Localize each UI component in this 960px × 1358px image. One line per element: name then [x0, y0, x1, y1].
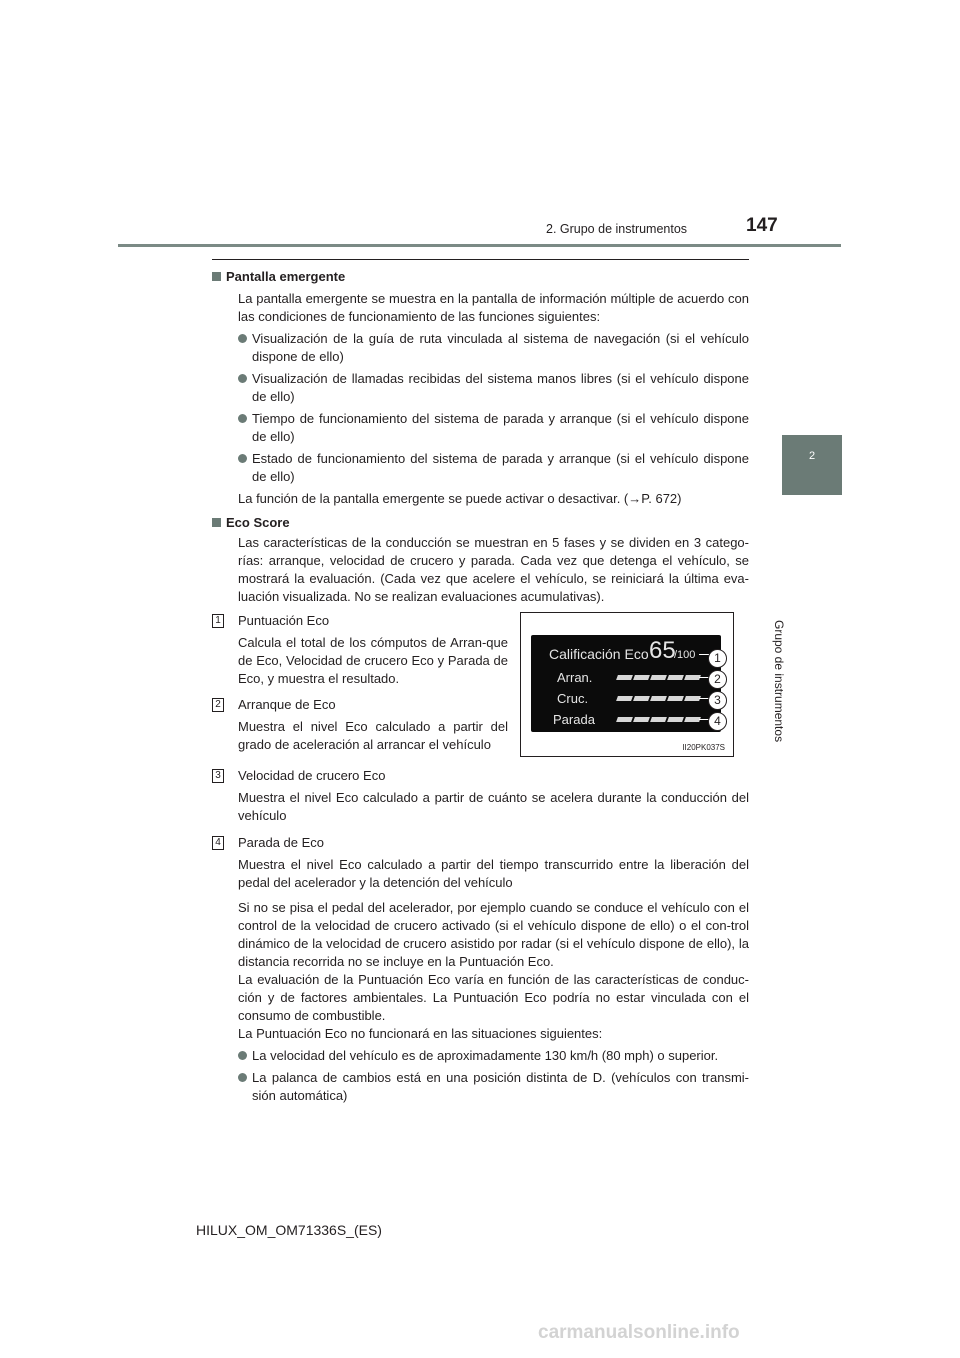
bullet-icon [238, 334, 247, 343]
chapter-tab-label-text: Grupo de instrumentos [772, 620, 786, 743]
display-score: 65 [649, 637, 676, 664]
bullet-icon [238, 414, 247, 423]
eco-item-2 [212, 696, 508, 754]
page-number: 147 [746, 215, 778, 236]
eco-intro: Las características de la conducción se muestran en 5 fases y se dividen en 3 catego-rías: arranque, velocidad de crucero y parada. Cada vez que detenga el vehículo, se mostrará la evaluación. (Cada vez que acelere el vehículo, se reiniciará la última eva-luación visualizada. No se realizan evaluaciones acumulativas). [238, 535, 749, 604]
bullet-icon [238, 1051, 247, 1060]
eco-level-segment [616, 696, 633, 701]
eco-item-title [212, 834, 749, 852]
popup-toggle-note: La función de la pantalla emergente se puede activar o desactivar. (→P. 672) [238, 491, 682, 506]
figure-code: II20PK037S [682, 743, 725, 752]
eco-score-figure [520, 612, 734, 757]
callout-4: 4 [708, 712, 727, 731]
eco-item-desc: Muestra el nivel Eco calculado a partir del grado de aceleración al arrancar el vehículo [238, 719, 508, 752]
display-denominator: /100 [674, 649, 696, 661]
eco-note-3: La Puntuación Eco no funcionará en las situaciones siguientes: [238, 1026, 603, 1041]
section-square-icon [212, 272, 221, 281]
popup-bullet [212, 410, 749, 446]
eco-level-segment [650, 675, 667, 680]
eco-level-segment [616, 717, 633, 722]
eco-section [212, 514, 749, 606]
eco-item-1 [212, 612, 508, 688]
item-number-badge: 3 [212, 769, 224, 783]
display-row-cruise: Cruc. [557, 691, 589, 706]
eco-bullet [212, 1069, 749, 1105]
display-row-stop: Parada [553, 712, 595, 727]
popup-heading [212, 268, 749, 286]
eco-item-title-text: Arranque de Eco [238, 697, 336, 712]
display-row-start: Arran. [557, 670, 593, 685]
watermark-text: carmanualsonline.info [538, 1322, 740, 1343]
eco-level-segment [667, 675, 684, 680]
popup-bullet [212, 330, 749, 366]
running-header-section: 2. Grupo de instrumentos [546, 222, 688, 236]
popup-intro: La pantalla emergente se muestra en la pantalla de información múltiple de acuerdo con las condiciones de funcionamiento de las funciones siguientes: [238, 291, 749, 324]
popup-bullet [212, 450, 749, 486]
section-square-icon [212, 518, 221, 527]
eco-level-segment [650, 717, 667, 722]
eco-item-title-text: Puntuación Eco [238, 613, 330, 628]
multi-info-display [531, 635, 721, 732]
eco-item-4 [212, 834, 749, 892]
callout-3: 3 [708, 691, 727, 710]
popup-section [212, 268, 749, 508]
chapter-tab [782, 435, 842, 495]
eco-item-3 [212, 767, 749, 825]
eco-level-segment [633, 696, 650, 701]
eco-item-title [212, 696, 508, 714]
eco-item-title-text: Parada de Eco [238, 835, 325, 850]
eco-level-segment [616, 675, 633, 680]
eco-note-2: La evaluación de la Puntuación Eco varía en función de las características de conduc-ción y de factores ambientales. La Puntuación Eco podría no estar vinculada con el consumo de combustible. [238, 972, 749, 1023]
popup-bullet-text: Visualización de llamadas recibidas del sistema manos libres (si el vehículo dispone de ello) [252, 371, 749, 404]
popup-bullet-text: Visualización de la guía de ruta vinculada al sistema de navegación (si el vehículo dispone de ello) [252, 331, 749, 364]
popup-bullet-text: Tiempo de funcionamiento del sistema de parada y arranque (si el vehículo dispone de ello) [252, 411, 749, 444]
callout-1: 1 [708, 649, 727, 668]
item-number-badge: 2 [212, 698, 224, 712]
eco-level-segment [667, 696, 684, 701]
callout-2: 2 [708, 670, 727, 689]
eco-item-desc: Calcula el total de los cómputos de Arran-que de Eco, Velocidad de crucero Eco y Parada de Eco, y muestra el resultado. [238, 635, 508, 686]
item-number-badge: 4 [212, 836, 224, 850]
eco-level-segment [633, 717, 650, 722]
eco-bullet-text: La palanca de cambios está en una posición distinta de D. (vehículos con transmi-sión automática) [252, 1070, 749, 1103]
eco-notes [212, 899, 749, 1105]
eco-level-segment [633, 675, 650, 680]
header-rule [118, 244, 841, 247]
content-top-rule [212, 259, 749, 260]
popup-heading-text: Pantalla emergente [226, 269, 346, 284]
document-id: HILUX_OM_OM71336S_(ES) [196, 1222, 382, 1238]
display-title: Calificación Eco [549, 646, 649, 662]
eco-item-title-text: Velocidad de crucero Eco [238, 768, 386, 783]
bullet-icon [238, 454, 247, 463]
eco-item-desc: Muestra el nivel Eco calculado a partir del tiempo transcurrido entre la liberación del pedal del acelerador y la detención del vehículo [238, 857, 749, 890]
bullet-icon [238, 1073, 247, 1082]
eco-item-desc: Muestra el nivel Eco calculado a partir de cuánto se acelera durante la conducción del vehículo [238, 790, 749, 823]
bullet-icon [238, 374, 247, 383]
eco-bullet [212, 1047, 749, 1065]
item-number-badge: 1 [212, 614, 224, 628]
eco-level-segment [667, 717, 684, 722]
eco-item-title [212, 612, 508, 630]
eco-bullet-text: La velocidad del vehículo es de aproximadamente 130 km/h (80 mph) o superior. [252, 1048, 719, 1063]
popup-bullet-text: Estado de funcionamiento del sistema de parada y arranque (si el vehículo dispone de ello) [252, 451, 749, 484]
eco-level-segment [650, 696, 667, 701]
eco-heading-text: Eco Score [226, 515, 290, 530]
eco-item-title [212, 767, 749, 785]
eco-heading [212, 514, 749, 532]
eco-note-1: Si no se pisa el pedal del acelerador, por ejemplo cuando se conduce el vehículo con el control de la velocidad de crucero activado (si el vehículo dispone de ello) o el con-trol dinámico de la velocidad de crucero asistido por radar (si el vehículo dispone de ello), la distancia recorrida no se incluye en la Puntuación Eco. [238, 900, 749, 969]
chapter-tab-number: 2 [808, 450, 816, 462]
popup-bullet [212, 370, 749, 406]
